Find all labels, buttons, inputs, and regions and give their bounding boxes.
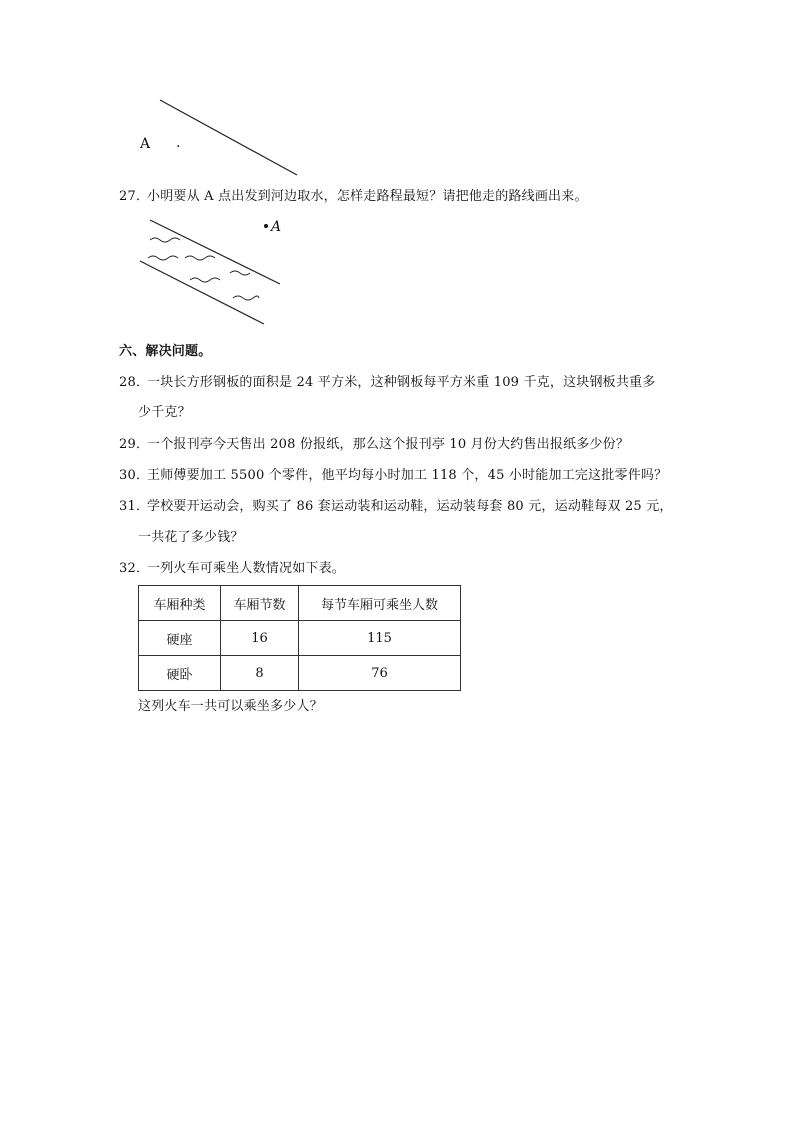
table-row — [139, 621, 461, 656]
question-27-text: 小明要从 A 点出发到河边取水，怎样走路程最短？请把他走的路线画出来。 — [147, 189, 588, 204]
wave-mark — [185, 256, 215, 260]
question-31-line1: 学校要开运动会，购买了 86 套运动装和运动鞋，运动装每套 80 元，运动鞋每双 25 元， — [147, 499, 673, 514]
section-6-title: 六、解决问题。 — [119, 344, 212, 359]
river-bank-lower — [140, 261, 264, 324]
question-32-intro: 一列火车可乘坐人数情况如下表。 — [147, 561, 346, 576]
wave-mark — [150, 238, 180, 242]
question-27-number: 27． — [119, 189, 150, 204]
question-31-line2: 一共花了多少钱？ — [138, 530, 244, 545]
river-bank-upper — [150, 220, 280, 284]
table-row — [139, 656, 461, 691]
table-cell: 76 — [299, 656, 461, 691]
point-a-dot — [264, 224, 268, 228]
table-cell: 8 — [221, 656, 299, 691]
table-cell: 硬卧 — [139, 656, 221, 691]
question-29-text: 一个报刊亭今天售出 208 份报纸，那么这个报刊亭 10 月份大约售出报纸多少份？ — [147, 437, 630, 452]
train-capacity-table — [138, 585, 461, 691]
wave-mark — [190, 278, 220, 282]
question-31-number: 31． — [119, 499, 150, 514]
table-header-cell: 车厢种类 — [139, 586, 221, 621]
question-28-number: 28． — [119, 375, 150, 390]
question-32-question: 这列火车一共可以乘坐多少人？ — [138, 699, 323, 714]
question-30-number: 30． — [119, 468, 150, 483]
point-a-label-q26: A — [140, 136, 151, 152]
point-a-label: A — [271, 219, 282, 235]
table-header-cell: 车厢节数 — [221, 586, 299, 621]
table-header-row — [139, 586, 461, 621]
table-cell: 16 — [221, 621, 299, 656]
wave-mark — [230, 271, 250, 275]
table-cell: 115 — [299, 621, 461, 656]
point-a-dot-q26: . — [176, 135, 181, 151]
wave-mark — [233, 296, 259, 300]
wave-mark — [148, 256, 178, 260]
question-28-line2: 少千克？ — [138, 405, 191, 420]
question-30-text: 王师傅要加工 5500 个零件，他平均每小时加工 118 个，45 小时能加工完这批零件吗？ — [147, 468, 668, 483]
question-29-number: 29． — [119, 437, 150, 452]
river-figure — [0, 0, 794, 340]
table-cell: 硬座 — [139, 621, 221, 656]
question-28-line1: 一块长方形钢板的面积是 24 平方米，这种钢板每平方米重 109 千克，这块钢板共重多 — [147, 375, 656, 390]
question-32-number: 32． — [119, 561, 150, 576]
table-header-cell: 每节车厢可乘坐人数 — [299, 586, 461, 621]
